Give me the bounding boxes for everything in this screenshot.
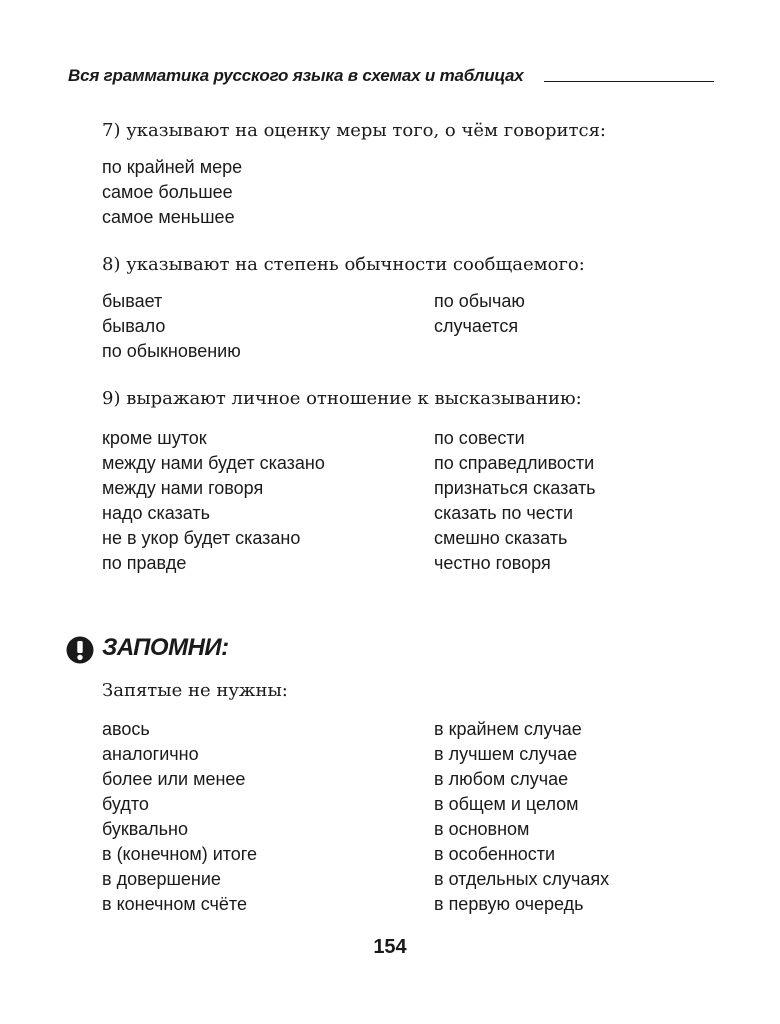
section-9-heading: 9) выражают личное отношение к высказыванию: [102,388,582,409]
list-item: в общем и целом [434,794,579,814]
list-item: в крайнем случае [434,719,582,739]
list-item: авось [102,719,150,739]
list-item: не в укор будет сказано [102,528,301,548]
list-item: смешно сказать [434,528,568,548]
list-item: бывало [102,316,166,336]
list-item: в отдельных случаях [434,869,610,889]
exclamation-icon [66,636,94,664]
section-9-right-column [434,426,596,576]
running-header [68,64,714,92]
list-item: в лучшем случае [434,744,578,764]
list-item: случается [434,316,519,336]
running-title: Вся грамматика русского языка в схемах и таблицах [68,66,524,85]
section-8-right-column [434,289,525,339]
list-item: самое меньшее [102,207,235,227]
section-7-heading: 7) указывают на оценку меры того, о чём говорится: [102,120,606,141]
section-9-left-column [102,426,325,576]
list-item: по справедливости [434,453,595,473]
list-item: буквально [102,819,188,839]
section-7-left-column [102,155,242,230]
list-item: в любом случае [434,769,569,789]
list-item: кроме шуток [102,428,207,448]
list-item: в довершение [102,869,221,889]
list-item: по обыкновению [102,341,241,361]
section-8-heading: 8) указывают на степень обычности сообщаемого: [102,254,585,275]
list-item: признаться сказать [434,478,596,498]
list-item: по совести [434,428,525,448]
list-item: в (конечном) итоге [102,844,257,864]
list-item: по крайней мере [102,157,243,177]
list-item: честно говоря [434,553,551,573]
callout-heading: Запятые не нужны: [102,680,288,701]
header-rule [544,81,714,82]
list-item: по обычаю [434,291,525,311]
list-item: будто [102,794,149,814]
list-item: самое большее [102,182,233,202]
list-item: в конечном счёте [102,894,247,914]
list-item: в основном [434,819,530,839]
section-8-left-column [102,289,241,364]
list-item: в особенности [434,844,556,864]
page-number: 154 [373,936,407,958]
callout-title: ЗАПОМНИ: [102,634,229,661]
list-item: аналогично [102,744,199,764]
list-item: между нами говоря [102,478,264,498]
list-item: по правде [102,553,187,573]
list-item: сказать по чести [434,503,574,523]
callout-left-column [102,717,257,917]
list-item: надо сказать [102,503,211,523]
list-item: бывает [102,291,163,311]
list-item: более или менее [102,769,246,789]
list-item: между нами будет сказано [102,453,325,473]
list-item: в первую очередь [434,894,584,914]
callout-right-column [434,717,609,917]
